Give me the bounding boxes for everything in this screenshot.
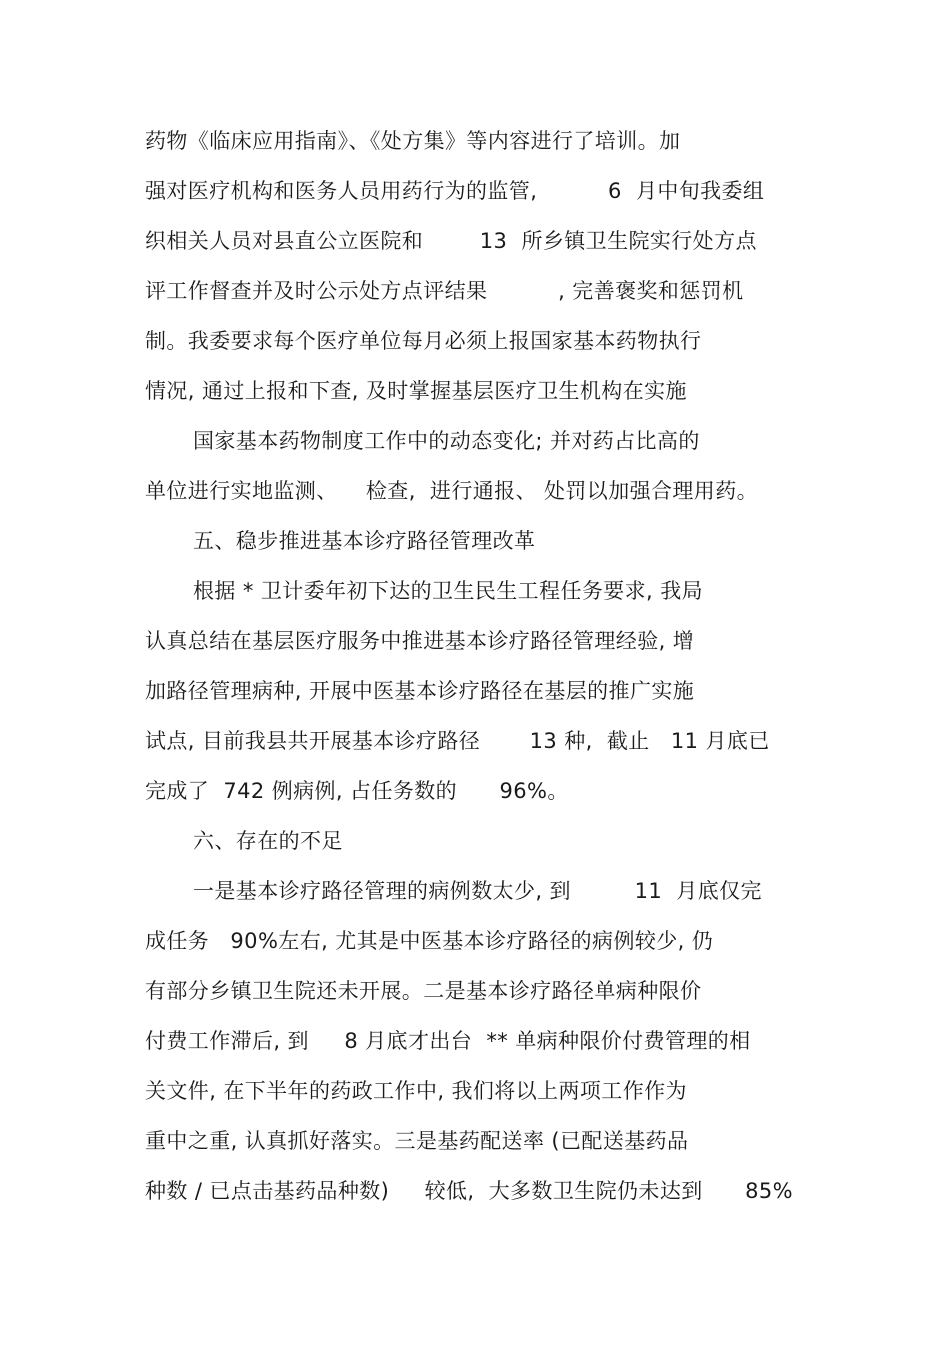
text-line: 重中之重, 认真抓好落实。三是基药配送率 (已配送基药品 — [145, 1129, 689, 1153]
text-line: 试点, 目前我县共开展基本诊疗路径 13 种, 截止 11 月底已 — [145, 729, 770, 753]
section-heading: 五、稳步推进基本诊疗路径管理改革 — [193, 529, 536, 553]
text-line: 付费工作滞后, 到 8 月底才出台 ** 单病种限价付费管理的相 — [145, 1029, 751, 1053]
section-heading: 六、存在的不足 — [193, 829, 343, 853]
text-line: 制。我委要求每个医疗单位每月必须上报国家基本药物执行 — [145, 329, 702, 353]
text-line: 评工作督查并及时公示处方点评结果 , 完善褒奖和惩罚机 — [145, 279, 744, 303]
text-line: 加路径管理病种, 开展中医基本诊疗路径在基层的推广实施 — [145, 679, 695, 703]
text-line: 有部分乡镇卫生院还未开展。二是基本诊疗路径单病种限价 — [145, 979, 702, 1003]
text-line: 情况, 通过上报和下查, 及时掌握基层医疗卫生机构在实施 — [145, 379, 687, 403]
text-line: 强对医疗机构和医务人员用药行为的监管, 6 月中旬我委组 — [145, 179, 765, 203]
text-line: 药物《临床应用指南》、《处方集》等内容进行了培训。加 — [145, 129, 681, 153]
text-line: 完成了 742 例病例, 占任务数的 96%。 — [145, 779, 569, 803]
text-line: 关文件, 在下半年的药政工作中, 我们将以上两项工作作为 — [145, 1079, 687, 1103]
text-line: 成任务 90%左右, 尤其是中医基本诊疗路径的病例较少, 仍 — [145, 929, 714, 953]
text-line: 根据 * 卫计委年初下达的卫生民生工程任务要求, 我局 — [193, 579, 703, 603]
text-line: 一是基本诊疗路径管理的病例数太少, 到 11 月底仅完 — [193, 879, 762, 903]
text-line: 单位进行实地监测、 检查, 进行通报、 处罚以加强合理用药。 — [145, 479, 758, 503]
text-line: 种数 / 已点击基药品种数) 较低, 大多数卫生院仍未达到 85% — [145, 1179, 793, 1203]
text-line: 国家基本药物制度工作中的动态变化; 并对药占比高的 — [193, 429, 700, 453]
text-line: 认真总结在基层医疗服务中推进基本诊疗路径管理经验, 增 — [145, 629, 695, 653]
text-line: 织相关人员对县直公立医院和 13 所乡镇卫生院实行处方点 — [145, 229, 757, 253]
